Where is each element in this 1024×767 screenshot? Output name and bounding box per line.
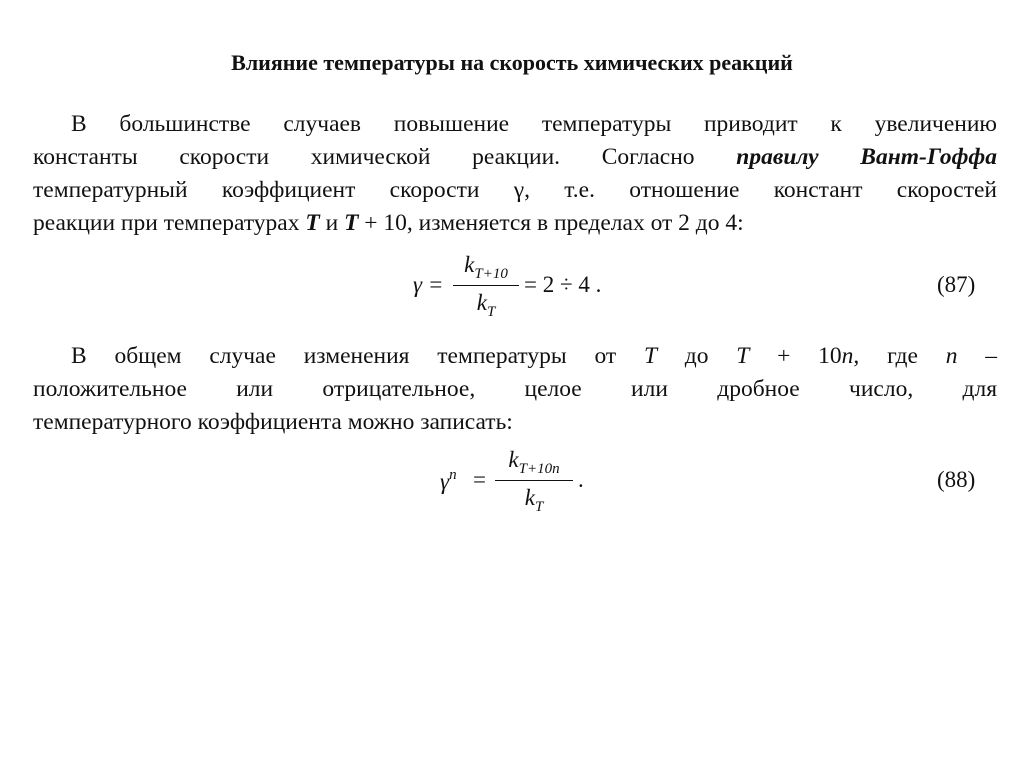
k-symbol: k xyxy=(508,447,519,472)
equals-sign: = xyxy=(473,467,486,492)
equation-number: (87) xyxy=(937,272,976,297)
text-span: реакции при температурах xyxy=(33,210,306,236)
paragraph-line: положительное или отрицательное, целое или дробное число, для xyxy=(33,376,997,402)
denominator xyxy=(477,290,496,321)
fraction-bar xyxy=(495,480,573,481)
numerator xyxy=(464,252,508,283)
temperature-symbol: T xyxy=(305,210,320,236)
paragraph-line xyxy=(33,340,997,373)
subscript: T+10n xyxy=(518,461,560,477)
paragraph-line xyxy=(33,141,997,174)
equation-number: (88) xyxy=(937,467,976,492)
subscript: T+10 xyxy=(474,266,508,282)
fraction-88 xyxy=(494,447,574,516)
temperature-symbol: T xyxy=(344,210,359,236)
k-symbol: k xyxy=(476,290,487,316)
gamma-symbol: γ xyxy=(440,469,450,494)
n-symbol: n xyxy=(841,343,854,369)
text-span: и xyxy=(319,210,345,236)
superscript: n xyxy=(449,467,457,483)
temperature-symbol: T xyxy=(736,343,750,369)
n-symbol: n xyxy=(945,343,958,369)
k-symbol: k xyxy=(464,252,475,277)
text-span: В общем случае изменения температуры от xyxy=(71,343,644,369)
fraction-87 xyxy=(452,252,520,321)
paragraph-line: температурного коэффициента можно записать: xyxy=(33,409,513,435)
k-symbol: k xyxy=(524,485,535,511)
paragraph-general-case xyxy=(33,340,997,439)
paragraph-line xyxy=(33,207,997,240)
paragraph-vant-hoff xyxy=(33,108,997,240)
paragraph-line: температурный коэффициент скорости γ, т.е. отношение констант скоростей xyxy=(33,177,997,203)
numerator xyxy=(508,447,559,478)
text-span: – xyxy=(957,343,997,369)
text-span: + 10 xyxy=(749,343,842,369)
temperature-symbol: T xyxy=(643,343,658,369)
denominator xyxy=(525,485,544,516)
gamma-lhs: γ = xyxy=(413,272,444,297)
fraction-bar xyxy=(453,285,519,286)
subscript: T xyxy=(534,499,544,516)
vant-hoff-rule-emphasis: правилу Вант-Гоффа xyxy=(736,144,997,170)
subscript: T xyxy=(486,304,496,321)
paragraph-line: В большинстве случаев повышение температуры приводит к увеличению xyxy=(71,111,997,137)
text-span: константы скорости химической реакции. Согласно xyxy=(33,144,737,170)
gamma-power-n xyxy=(440,467,457,495)
equation-rhs: = 2 ÷ 4 . xyxy=(524,272,602,297)
text-span: до xyxy=(657,343,737,369)
page-title: Влияние температуры на скорость химических реакций xyxy=(231,50,793,75)
equation-rhs: . xyxy=(578,467,584,492)
text-span: , где xyxy=(853,343,946,369)
text-span: + 10, изменяется в пределах от 2 до 4: xyxy=(358,210,744,236)
